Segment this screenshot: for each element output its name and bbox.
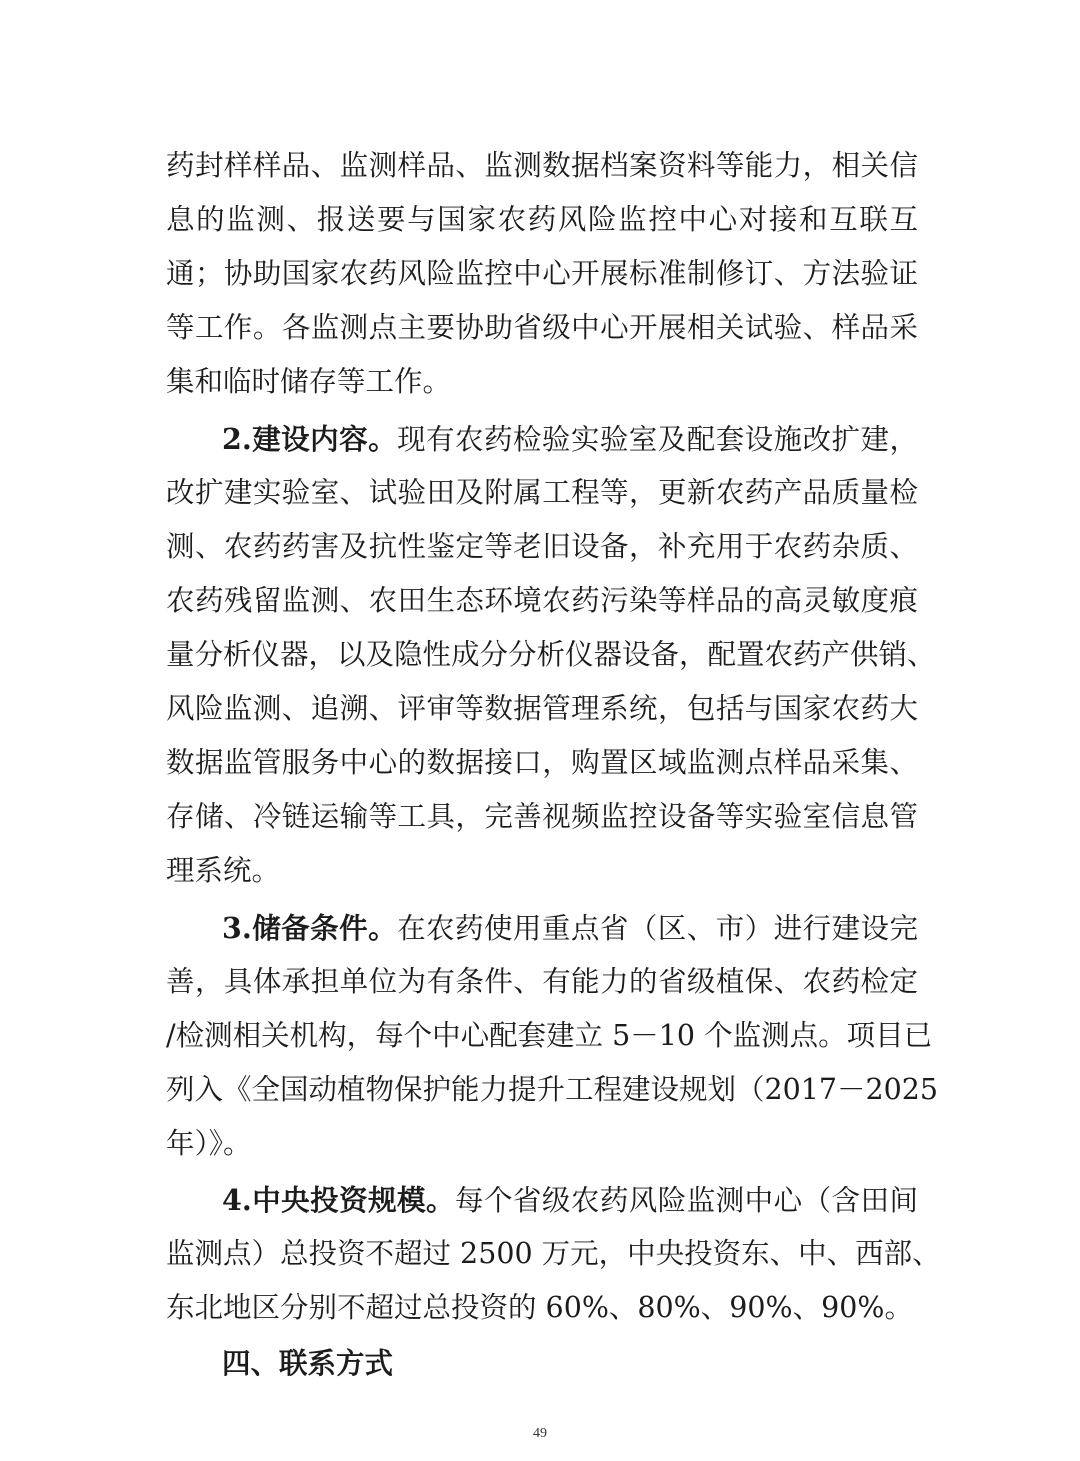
paragraph-line: 药封样样品、监测样品、监测数据档案资料等能力，相关信 (166, 149, 918, 182)
section-4-first-line (222, 1173, 918, 1227)
section-3-heading: 3.储备条件。 (222, 911, 398, 945)
paragraph-line: 测、农药药害及抗性鉴定等老旧设备，补充用于农药杂质、 (166, 530, 918, 563)
page-number: 49 (533, 1426, 547, 1441)
paragraph-line: 善，具体承担单位为有条件、有能力的省级植保、农药检定 (166, 965, 918, 998)
paragraph-line: 列入《全国动植物保护能力提升工程建设规划（2017－2025 (166, 1073, 939, 1106)
paragraph-line: 东北地区分别不超过总投资的 60%、80%、90%、90%。 (166, 1291, 913, 1324)
section-4-heading: 4.中央投资规模。 (222, 1183, 455, 1217)
paragraph-line: 量分析仪器，以及隐性成分分析仪器设备，配置农药产供销、 (166, 638, 936, 671)
section-3-first-line (222, 901, 918, 955)
paragraph-line: 年）》。 (166, 1127, 252, 1160)
section-heading-contact: 四、联系方式 (222, 1346, 394, 1380)
section-2-lead: 现有农药检验实验室及配套设施改扩建， (397, 423, 918, 456)
paragraph-line: 监测点）总投资不超过 2500 万元，中央投资东、中、西部、 (166, 1237, 941, 1270)
paragraph-line: 数据监管服务中心的数据接口，购置区域监测点样品采集、 (166, 746, 918, 779)
paragraph-line: 通；协助国家农药风险监控中心开展标准制修订、方法验证 (166, 257, 918, 290)
section-2-first-line (222, 412, 918, 466)
paragraph-line: /检测相关机构，每个中心配套建立 5－10 个监测点。项目已 (166, 1019, 933, 1052)
section-2-heading: 2.建设内容。 (222, 422, 398, 456)
paragraph-line: 风险监测、追溯、评审等数据管理系统，包括与国家农药大 (166, 692, 918, 725)
section-3-lead: 在农药使用重点省（区、市）进行建设完 (397, 912, 918, 945)
paragraph-line: 集和临时储存等工作。 (166, 365, 452, 398)
paragraph-line: 存储、冷链运输等工具，完善视频监控设备等实验室信息管 (166, 800, 918, 833)
section-4-lead: 每个省级农药风险监测中心（含田间 (454, 1184, 918, 1217)
paragraph-line: 理系统。 (166, 854, 281, 887)
paragraph-line: 息的监测、报送要与国家农药风险监控中心对接和互联互 (166, 203, 918, 236)
paragraph-line: 改扩建实验室、试验田及附属工程等，更新农药产品质量检 (166, 476, 918, 509)
paragraph-line: 等工作。各监测点主要协助省级中心开展相关试验、样品采 (166, 311, 918, 344)
paragraph-line: 农药残留监测、农田生态环境农药污染等样品的高灵敏度痕 (166, 584, 918, 617)
